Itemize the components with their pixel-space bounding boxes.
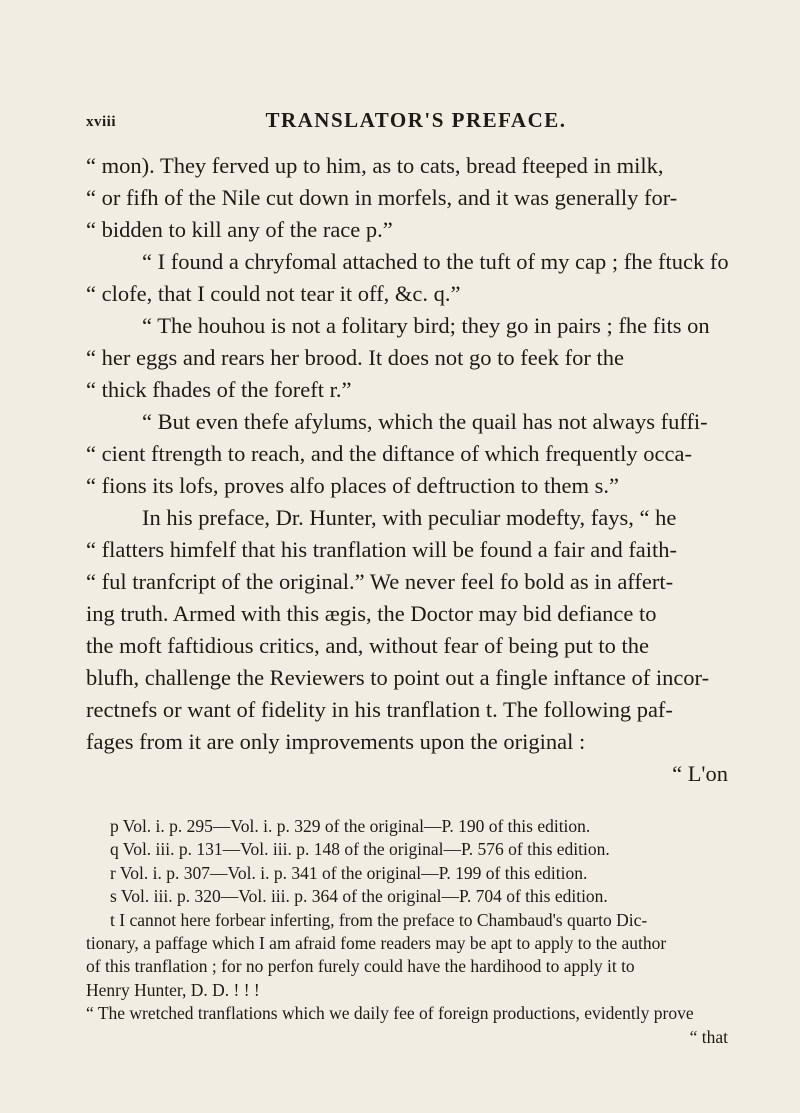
catchword: “ L'on [672,761,728,786]
text-line: “ mon). They ferved up to him, as to cats, bread fteeped in milk, [86,153,664,178]
footnote-catchword: “ that [689,1026,728,1047]
footnote-continuation: tionary, a paffage which I am afraid fome readers may be apt to apply to the author [86,932,667,953]
text-line: “ cient ftrength to reach, and the diftance of which frequently occa- [86,441,692,466]
text-line: “ bidden to kill any of the race p.” [86,217,393,242]
footnote-continuation: of this tranflation ; for no perfon furely could have the hardihood to apply it to [86,956,635,977]
text-line: blufh, challenge the Reviewers to point out a fingle inftance of incor- [86,665,710,690]
text-line: ing truth. Armed with this ægis, the Doctor may bid defiance to [86,601,657,626]
page-number: xviii [86,114,117,130]
footnote-continuation: “ The wretched tranflations which we daily fee of foreign productions, evidently prove [86,1003,694,1024]
text-line: the moft faftidious critics, and, without fear of being put to the [86,633,649,658]
footnote: t I cannot here forbear inferting, from the preface to Chambaud's quarto Dic- [110,909,648,930]
main-text [86,150,728,790]
text-line: “ clofe, that I could not tear it off, &c. q.” [86,281,461,306]
text-line: “ or fifh of the Nile cut down in morfels, and it was generally for- [86,185,678,210]
footnotes [86,815,728,1049]
text-line: “ But even thefe afylums, which the quail has not always fuffi- [142,409,708,434]
footnote: s Vol. iii. p. 320—Vol. iii. p. 364 of the original—P. 704 of this edition. [110,886,608,907]
text-line: “ flatters himfelf that his tranflation will be found a fair and faith- [86,537,678,562]
footnote: r Vol. i. p. 307—Vol. i. p. 341 of the original—P. 199 of this edition. [110,862,588,883]
running-head: TRANSLATOR'S PREFACE. [265,108,567,132]
text-line: “ The houhou is not a folitary bird; they go in pairs ; fhe fits on [142,313,710,338]
footnote: q Vol. iii. p. 131—Vol. iii. p. 148 of the original—P. 576 of this edition. [110,839,610,860]
text-line: rectnefs or want of fidelity in his tranflation t. The following paf- [86,697,673,722]
text-line: “ fions its lofs, proves alfo places of deftruction to them s.” [86,473,619,498]
text-line: fages from it are only improvements upon the original : [86,729,586,754]
page-header [86,108,726,138]
footnote-continuation: Henry Hunter, D. D. ! ! ! [86,979,260,1000]
text-line: “ I found a chryfomal attached to the tuft of my cap ; fhe ftuck fo [142,249,729,274]
text-line: “ her eggs and rears her brood. It does not go to feek for the [86,345,624,370]
text-line: “ ful tranfcript of the original.” We never feel fo bold as in affert- [86,569,674,594]
footnote: p Vol. i. p. 295—Vol. i. p. 329 of the original—P. 190 of this edition. [110,816,591,836]
text-line: “ thick fhades of the foreft r.” [86,377,352,402]
text-line: In his preface, Dr. Hunter, with peculiar modefty, fays, “ he [142,505,677,530]
